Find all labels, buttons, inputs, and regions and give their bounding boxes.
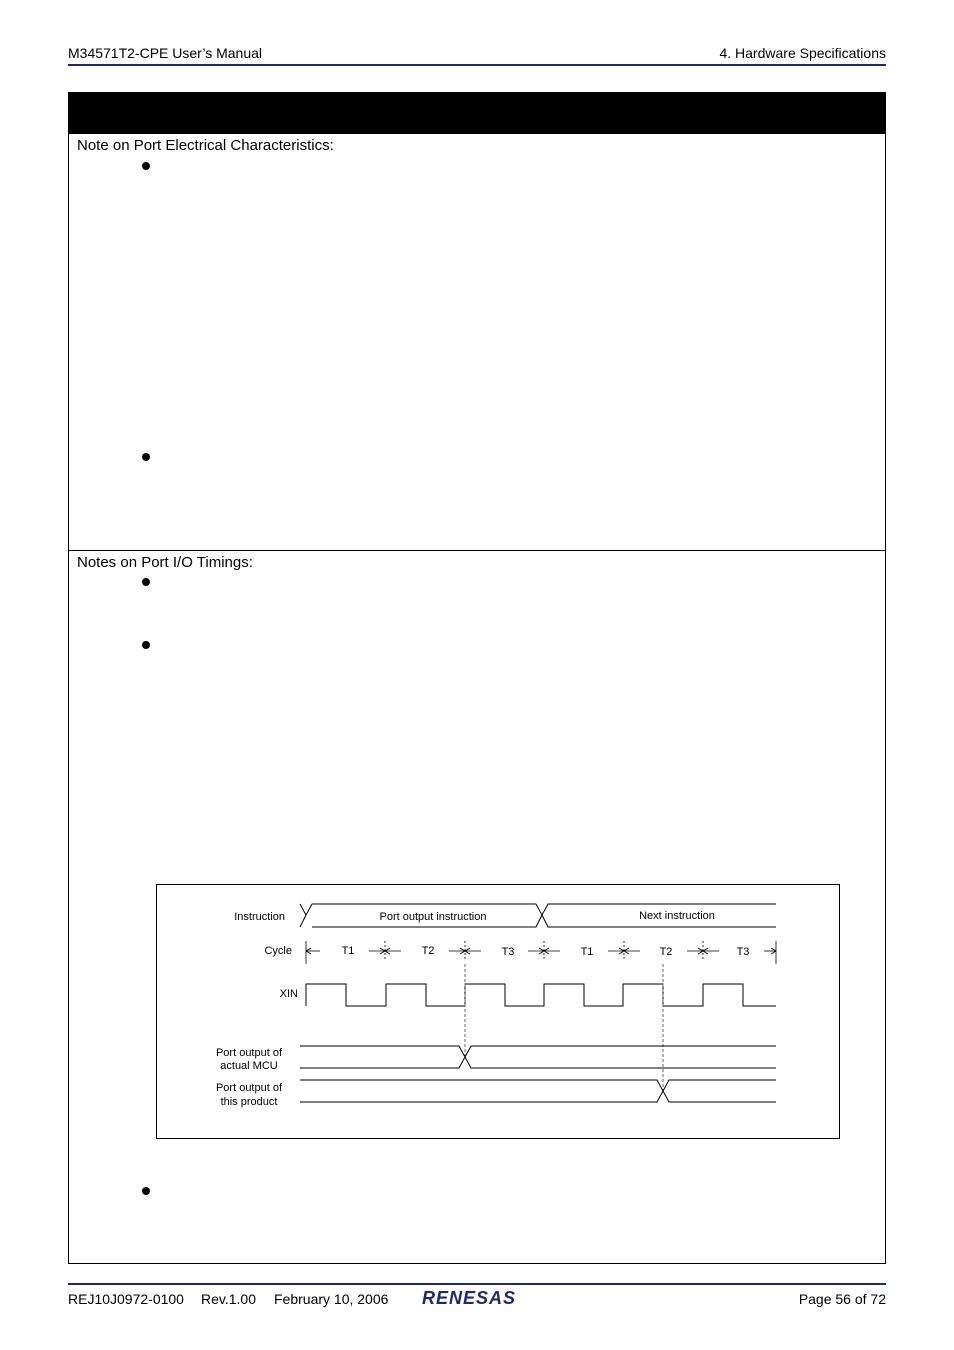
label-actual-mcu-1: Port output of <box>215 1047 283 1059</box>
cycle-label: T2 <box>421 945 435 957</box>
cycle-label: T1 <box>341 945 355 957</box>
header-manual-title: M34571T2-CPE User’s Manual <box>68 45 263 61</box>
label-this-product-1: Port output of <box>215 1082 283 1094</box>
footer-page-number: Page 56 of 72 <box>798 1291 886 1307</box>
instruction-port-output: Port output instruction <box>379 911 487 923</box>
actual-mcu-waveform <box>300 1046 776 1068</box>
label-actual-mcu-2: actual MCU <box>220 1060 278 1072</box>
footer-rule <box>68 1283 886 1285</box>
this-product-waveform <box>300 1080 776 1102</box>
xin-clock-waveform <box>306 984 776 1006</box>
label-this-product-2: this product <box>220 1096 278 1108</box>
label-xin: XIN <box>279 988 298 1000</box>
label-instruction: Instruction <box>234 911 285 923</box>
label-cycle: Cycle <box>264 945 292 957</box>
instruction-next: Next instruction <box>639 910 715 922</box>
timing-notes-title: Notes on Port I/O Timings: <box>77 554 253 571</box>
renesas-logo: RENESAS <box>422 1288 517 1308</box>
cycle-label: T3 <box>501 946 515 958</box>
footer-date: February 10, 2006 <box>274 1291 389 1307</box>
electrical-notes-title: Note on Port Electrical Characteristics: <box>77 137 334 154</box>
cycle-label: T1 <box>580 946 594 958</box>
header-chapter-title: 4. Hardware Specifications <box>719 45 886 61</box>
footer-revision: Rev.1.00 <box>201 1291 256 1307</box>
cycle-label: T2 <box>659 946 673 958</box>
cycle-label: T3 <box>736 946 750 958</box>
footer-doc-id: REJ10J0972-0100 <box>68 1291 184 1307</box>
